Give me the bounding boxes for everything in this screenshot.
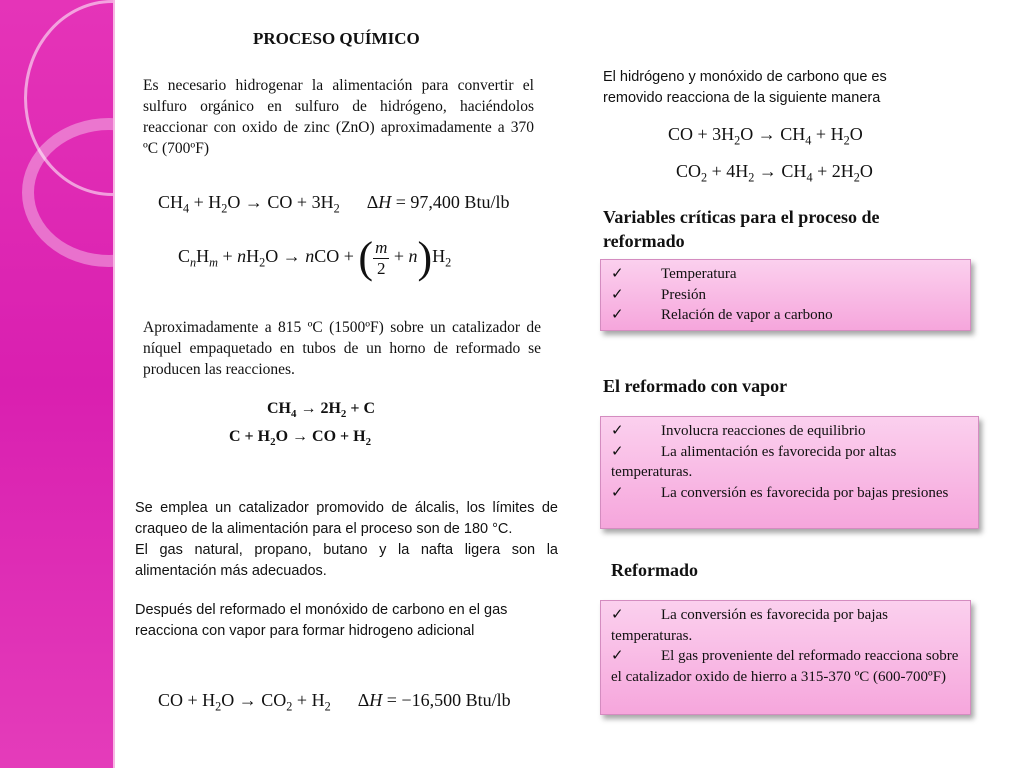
equation-water-gas-shift-dh: = −16,500 Btu/lb xyxy=(386,690,511,710)
equation-methane-cracking: $CH_4 \to 2H_2 + C$ xyxy=(267,400,375,420)
list-item xyxy=(611,605,962,646)
paragraph-after-reforming: Después del reformado el monóxido de carbono en el gas reacciona con vapor para formar hidrogeno adicional xyxy=(135,602,508,639)
heading-critical-variables: Variables críticas para el proceso de reformado xyxy=(603,207,880,251)
critical-variables-box xyxy=(600,259,971,331)
equation-co-methanation: CO + $3H_2O \to CH_4 + H_2O$ xyxy=(668,124,863,148)
check-icon: ✓ xyxy=(611,484,624,501)
equation-general-hydrocarbon: $C_nH_m + nH_2O$ → nCO + ( $\frac{m}{2}$ + $n)H_2$ xyxy=(178,233,452,282)
check-icon: ✓ xyxy=(611,286,624,303)
list-item xyxy=(611,264,962,285)
paragraph-hydrogen-intro: El hidrógeno y monóxido de carbono que es removido reacciona de la siguiente manera xyxy=(603,69,887,106)
paragraph-hydrogenation: Es necesario hidrogenar la alimentación para convertir el sulfuro orgánico en sulfuro de hidrógeno, haciéndolos reaccionar con oxido de zinc (ZnO) aproximadamente a 370 ºC (700ºF) xyxy=(143,77,534,157)
equation-carbon-gasification: $C + H_2O$ → CO + $H_2$ xyxy=(229,428,372,448)
paragraph-alkali-catalyst-line1: Se emplea un catalizador promovido de álcalis, los límites de craqueo de la alimentación para el proceso son de 180 °C. xyxy=(135,500,558,537)
list-item-text: Involucra reacciones de equilibrio xyxy=(661,423,866,439)
list-item xyxy=(611,646,962,687)
list-item xyxy=(611,483,970,504)
page-title: PROCESO QUÍMICO xyxy=(253,29,420,48)
check-icon: ✓ xyxy=(611,607,624,623)
paragraph-alkali-catalyst xyxy=(135,498,558,582)
list-item xyxy=(611,305,962,326)
equation-methane-steam: $CH_4 + H_2O$ → CO + $3H_2$ ΔH = 97,400 Btu/lb xyxy=(158,192,510,216)
steam-reforming-box xyxy=(600,416,979,529)
list-item-text: La alimentación es favorecida por altas temperaturas. xyxy=(611,443,897,480)
list-item-text: El gas proveniente del reformado reacciona sobre el catalizador oxido de hierro a 315-370 ºC (600-700ºF) xyxy=(611,648,959,685)
check-icon: ✓ xyxy=(611,443,624,460)
check-icon: ✓ xyxy=(611,423,624,439)
list-item xyxy=(611,285,962,306)
check-icon: ✓ xyxy=(611,266,624,282)
list-item-text: Temperatura xyxy=(661,266,737,282)
paragraph-nickel-catalyst: Aproximadamente a 815 ºC (1500ºF) sobre un catalizador de níquel empaquetado en tubos de un horno de reformado se producen las reacciones. xyxy=(143,319,541,378)
list-item-text: La conversión es favorecida por bajas temperaturas. xyxy=(611,607,888,644)
list-item-text: La conversión es favorecida por bajas presiones xyxy=(661,484,949,501)
check-icon: ✓ xyxy=(611,307,624,323)
list-item xyxy=(611,421,970,442)
list-item-text: Relación de vapor a carbono xyxy=(661,307,833,323)
sidebar-edge xyxy=(113,0,115,768)
reforming-box xyxy=(600,600,971,715)
heading-reforming: Reformado xyxy=(611,560,698,580)
sidebar-decoration xyxy=(0,0,113,768)
equation-water-gas-shift: CO + $H_2O \to CO_2 + H_2$ ΔH = −16,500 Btu/lb xyxy=(158,690,511,714)
equation-methane-steam-dh: = 97,400 Btu/lb xyxy=(395,192,510,212)
heading-steam-reforming: El reformado con vapor xyxy=(603,376,788,396)
check-icon: ✓ xyxy=(611,648,624,664)
equation-co2-methanation: $CO_2 + 4H_2 \to CH_4 + 2H_2O$ xyxy=(676,161,873,185)
list-item xyxy=(611,442,970,483)
list-item-text: Presión xyxy=(661,286,706,303)
paragraph-alkali-catalyst-line2: El gas natural, propano, butano y la nafta ligera son la alimentación más adecuados. xyxy=(135,542,558,579)
